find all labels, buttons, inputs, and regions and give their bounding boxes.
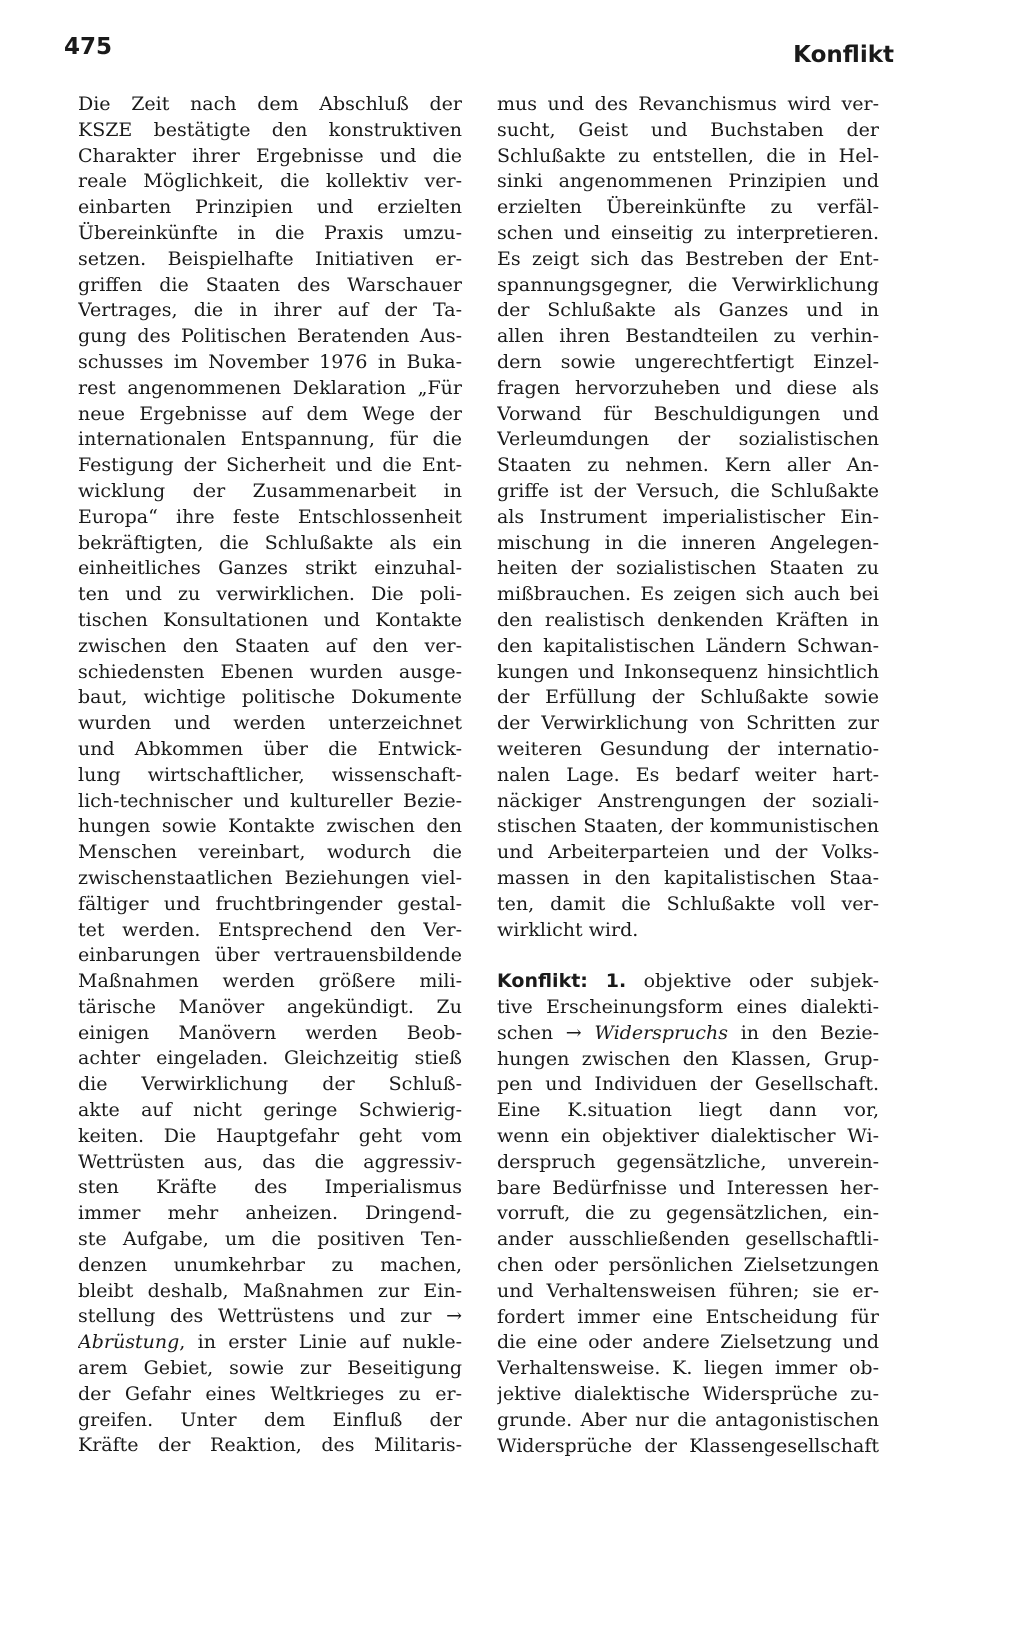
text-line: die Verwirklichung der Schluß-: [78, 1073, 462, 1096]
text-line: reale Möglichkeit, die kollektiv ver-: [78, 170, 462, 193]
text-line: lich-technischer und kultureller Bezie-: [78, 789, 462, 812]
text-line: keiten. Die Hauptgefahr geht vom: [78, 1124, 462, 1147]
text-line: der Erfüllung der Schlußakte sowie: [497, 686, 879, 709]
text-line: sten Kräfte des Imperialismus: [78, 1176, 462, 1199]
text-line: internationalen Entspannung, für die: [78, 428, 462, 451]
text-line: schusses im November 1976 in Buka-: [78, 350, 462, 373]
text-line: KSZE bestätigte den konstruktiven: [78, 118, 462, 141]
text-line: und Abkommen über die Entwick-: [78, 737, 462, 760]
text-line: Staaten zu nehmen. Kern aller An-: [497, 454, 879, 477]
text-line: tet werden. Entsprechend den Ver-: [78, 918, 462, 941]
text-line: wicklung der Zusammenarbeit in: [78, 479, 462, 502]
text-line: weiteren Gesundung der internatio-: [497, 737, 879, 760]
cross-reference: Abrüstung: [78, 1331, 180, 1354]
text-line: greifen. Unter dem Einfluß der: [78, 1408, 462, 1431]
cross-reference: Widerspruchs: [594, 1021, 729, 1044]
text-fragment: , in erster Linie auf nukle-: [179, 1331, 462, 1354]
text-line: Festigung der Sicherheit und die Ent-: [78, 454, 462, 477]
text-line: einheitliches Ganzes strikt einzuhal-: [78, 557, 462, 580]
text-line: bleibt deshalb, Maßnahmen zur Ein-: [78, 1279, 462, 1302]
text-line: erzielten Übereinkünfte zu verfäl-: [497, 196, 879, 219]
text-line: der Gefahr eines Weltkrieges zu er-: [78, 1382, 462, 1405]
text-line: lung wirtschaftlicher, wissenschaft-: [78, 763, 462, 786]
text-line: ten, damit die Schlußakte voll ver-: [497, 892, 879, 915]
text-line: Vorwand für Beschuldigungen und: [497, 402, 879, 425]
text-line: akte auf nicht geringe Schwierig-: [78, 1099, 462, 1122]
text-line: schiedensten Ebenen wurden ausge-: [78, 660, 462, 683]
text-line: Charakter ihrer Ergebnisse und die: [78, 144, 462, 167]
entry-first-line: [497, 969, 879, 995]
page-number: 475: [64, 34, 113, 60]
text-line: griffe ist der Versuch, die Schlußakte: [497, 479, 879, 502]
text-line: mißbrauchen. Es zeigen sich auch bei: [497, 583, 879, 606]
text-line: ten und zu verwirklichen. Die poli-: [78, 583, 462, 606]
text-line: nalen Lage. Es bedarf weiter hart-: [497, 763, 879, 786]
text-line: mus und des Revanchismus wird ver-: [497, 93, 879, 115]
text-line: einbarten Prinzipien und erzielten: [78, 196, 462, 219]
text-line: rest angenommenen Deklaration „Für: [78, 376, 462, 399]
text-line: als Instrument imperialistischer Ein-: [497, 505, 879, 528]
text-line: Es zeigt sich das Bestreben der Ent-: [497, 247, 879, 270]
text-fragment: objektive oder subjek-: [643, 970, 879, 993]
text-line: dern sowie ungerechtfertigt Einzel-: [497, 350, 879, 373]
text-line: Menschen vereinbart, wodurch die: [78, 841, 462, 864]
text-line: zwischen den Staaten auf den ver-: [78, 634, 462, 657]
text-line: und Arbeiterparteien und der Volks-: [497, 841, 879, 864]
text-line: wurden und werden unterzeichnet: [78, 712, 462, 735]
text-line: wenn ein objektiver dialektischer Wi-: [497, 1125, 879, 1148]
text-line: Kräfte der Reaktion, des Militaris-: [78, 1434, 462, 1457]
entry-lemma: Konflikt: 1.: [497, 970, 627, 993]
text-line: sucht, Geist und Buchstaben der: [497, 118, 879, 141]
text-line: massen in den kapitalistischen Staa-: [497, 866, 879, 889]
text-line: bare Bedürfnisse und Interessen her-: [497, 1176, 879, 1199]
text-line: setzen. Beispielhafte Initiativen er-: [78, 247, 462, 270]
text-line: achter eingeladen. Gleichzeitig stieß: [78, 1047, 462, 1070]
text-line: derspruch gegensätzliche, unverein-: [497, 1150, 879, 1173]
text-line: tärische Manöver angekündigt. Zu: [78, 995, 462, 1018]
text-line: vorruft, die zu gegensätzlichen, ein-: [497, 1202, 879, 1225]
running-head: Konflikt: [793, 42, 894, 68]
text-line: einigen Manövern werden Beob-: [78, 1021, 462, 1044]
text-line: tive Erscheinungsform eines dialekti-: [497, 996, 879, 1019]
left-column-lines-end: [78, 1356, 462, 1459]
text-line: Maßnahmen werden größere mili-: [78, 970, 462, 993]
text-line: zwischenstaatlichen Beziehungen viel-: [78, 866, 462, 889]
text-line: denzen unumkehrbar zu machen,: [78, 1253, 462, 1276]
text-line: schen und einseitig zu interpretieren.: [497, 221, 879, 244]
right-column-lines: [497, 92, 879, 918]
text-line: Verhaltensweise. K. liegen immer ob-: [497, 1357, 879, 1380]
text-line: fordert immer eine Entscheidung für: [497, 1305, 879, 1328]
text-line: Europa“ ihre feste Entschlossenheit: [78, 505, 462, 528]
text-line: griffen die Staaten des Warschauer: [78, 273, 462, 296]
text-line: Wettrüsten aus, das die aggressiv-: [78, 1150, 462, 1173]
text-line: Schlußakte zu entstellen, die in Hel-: [497, 144, 879, 167]
text-line: einbarungen über vertrauensbildende: [78, 944, 462, 967]
text-line: [497, 1021, 879, 1047]
text-line: [78, 1330, 462, 1356]
text-line: hungen zwischen den Klassen, Grup-: [497, 1047, 879, 1070]
text-line: baut, wichtige politische Dokumente: [78, 686, 462, 709]
left-column-lines: [78, 92, 462, 1330]
text-line: bekräftigten, die Schlußakte als ein: [78, 531, 462, 554]
text-line: den realistisch denkenden Kräften in: [497, 608, 879, 631]
text-line: fragen hervorzuheben und diese als: [497, 376, 879, 399]
text-line: tischen Konsultationen und Kontakte: [78, 608, 462, 631]
text-line: und Verhaltensweisen führen; sie er-: [497, 1279, 879, 1302]
text-line: grunde. Aber nur die antagonistischen: [497, 1408, 879, 1431]
text-line: immer mehr anheizen. Dringend-: [78, 1202, 462, 1225]
text-line: den kapitalistischen Ländern Schwan-: [497, 634, 879, 657]
text-fragment: in den Bezie-: [728, 1021, 879, 1044]
text-line: Widersprüche der Klassengesellschaft: [497, 1434, 879, 1457]
text-line: heiten der sozialistischen Staaten zu: [497, 557, 879, 580]
text-fragment: schen →: [497, 1021, 595, 1044]
text-line: sinki angenommenen Prinzipien und: [497, 170, 879, 193]
text-line: stischen Staaten, der kommunistischen: [497, 815, 879, 838]
right-column: [497, 92, 879, 1459]
text-line: mischung in die inneren Angelegen-: [497, 531, 879, 554]
text-line: hungen sowie Kontakte zwischen den: [78, 815, 462, 838]
text-line: wirklicht wird.: [497, 918, 639, 941]
text-line: Eine K.situation liegt dann vor,: [497, 1099, 879, 1122]
text-line: ander ausschließenden gesellschaftli-: [497, 1228, 879, 1251]
text-line: die eine oder andere Zielsetzung und: [497, 1331, 879, 1354]
dictionary-entry: [497, 969, 879, 1459]
text-line: Übereinkünfte in die Praxis umzu-: [78, 221, 462, 244]
text-line: neue Ergebnisse auf dem Wege der: [78, 402, 462, 425]
left-column: [78, 92, 462, 1459]
text-line: jektive dialektische Widersprüche zu-: [497, 1383, 879, 1406]
paragraph-gap: [497, 943, 879, 969]
text-line: arem Gebiet, sowie zur Beseitigung: [78, 1357, 462, 1380]
text-line: der Verwirklichung von Schritten zur: [497, 712, 879, 735]
text-line: ste Aufgabe, um die positiven Ten-: [78, 1228, 462, 1251]
entry-lines: [497, 1047, 879, 1460]
text-line: Verleumdungen der sozialistischen: [497, 428, 879, 451]
text-line: pen und Individuen der Gesellschaft.: [497, 1073, 879, 1096]
text-line: Vertrages, die in ihrer auf der Ta-: [78, 299, 462, 322]
text-line: Die Zeit nach dem Abschluß der: [78, 93, 462, 115]
text-line: stellung des Wettrüstens und zur →: [78, 1305, 462, 1328]
text-line: näckiger Anstrengungen der soziali-: [497, 789, 879, 812]
text-line: der Schlußakte als Ganzes und in: [497, 299, 879, 322]
text-line: chen oder persönlichen Zielsetzungen: [497, 1254, 879, 1277]
text-line: fältiger und fruchtbringender gestal-: [78, 892, 462, 915]
text-line: gung des Politischen Beratenden Aus-: [78, 325, 462, 348]
text-line: allen ihren Bestandteilen zu verhin-: [497, 325, 879, 348]
text-line: kungen und Inkonsequenz hinsichtlich: [497, 660, 879, 683]
text-line: spannungsgegner, die Verwirklichung: [497, 273, 879, 296]
